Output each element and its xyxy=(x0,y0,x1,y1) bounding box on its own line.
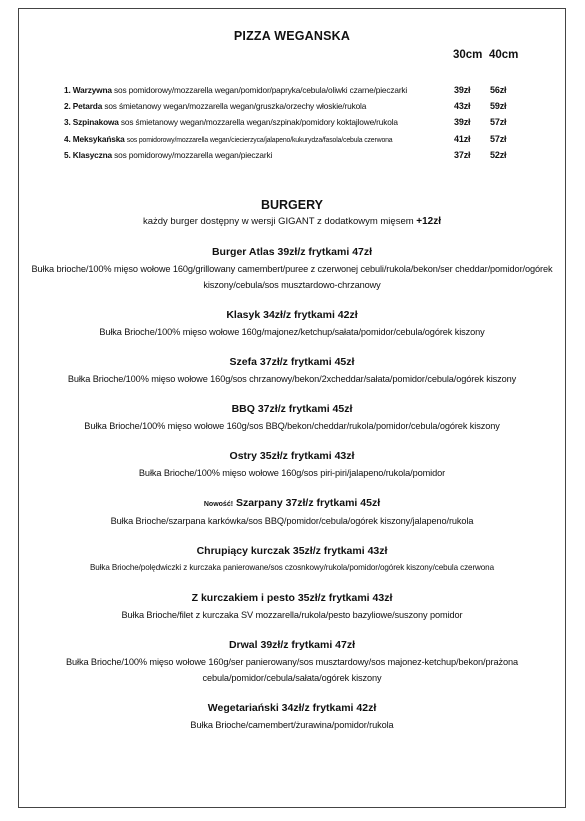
burger-item xyxy=(19,591,565,623)
pizza-name: 4. Meksykańska xyxy=(64,133,125,144)
burger-name: Klasyk 34zł/z frytkami 42zł xyxy=(226,309,358,321)
burger-name: Drwal 39zł/z frytkami 47zł xyxy=(228,639,356,651)
pizza-name: 5. Klasyczna xyxy=(64,149,113,160)
price-30cm: 37zł xyxy=(454,149,471,160)
pizza-list xyxy=(64,82,514,163)
pizza-section-title: PIZZA WEGANSKA xyxy=(233,29,351,43)
pizza-item xyxy=(64,82,514,98)
pizza-name: 1. Warzywna xyxy=(64,85,112,95)
pizza-name: 2. Petarda xyxy=(64,101,103,112)
pizza-item xyxy=(64,131,514,147)
pizza-desc: sos śmietanowy wegan/mozzarella wegan/gruszka/orzechy włoskie/rukola xyxy=(104,101,367,112)
pizza-desc: sos pomidorowy/mozzarella wegan/ciecierzyca/jalapeno/kukurydza/fasola/cebula czerwona xyxy=(126,136,393,144)
burger-name: Burger Atlas 39zł/z frytkami 47zł xyxy=(211,246,373,258)
price-40cm: 52zł xyxy=(490,149,507,160)
price-30cm: 43zł xyxy=(454,101,471,112)
size-header-40cm: 40cm xyxy=(489,49,519,61)
gigant-extra-price: +12zł xyxy=(416,216,442,227)
size-header-30cm: 30cm xyxy=(453,49,483,61)
pizza-desc: sos śmietanowy wegan/mozzarella wegan/szpinak/pomidory koktajlowe/rukola xyxy=(120,117,398,128)
pizza-name: 3. Szpinakowa xyxy=(64,117,119,128)
burger-desc: Bułka Brioche/100% mięso wołowe 160g/sos piri-piri/jalapeno/rukola/pomidor xyxy=(138,468,446,478)
burger-name: Chrupiący kurczak 35zł/z frytkami 43zł xyxy=(196,545,388,557)
burger-item xyxy=(19,449,565,481)
price-40cm: 57zł xyxy=(490,133,507,144)
gigant-note: każdy burger dostępny w wersji GIGANT z dodatkowym mięsem xyxy=(142,216,414,227)
price-40cm: 57zł xyxy=(490,117,507,128)
price-30cm: 39zł xyxy=(454,117,471,128)
burger-desc: Bułka Brioche/camembert/żurawina/pomidor/rukola xyxy=(190,720,394,730)
burger-desc: Bułka Brioche/100% mięso wołowe 160g/sos chrzanowy/bekon/2xcheddar/sałata/pomidor/cebula/ogórek kiszony xyxy=(67,374,517,384)
burger-desc: Bułka Brioche/100% mięso wołowe 160g/sos BBQ/bekon/cheddar/rukola/pomidor/cebula/ogórek kiszony xyxy=(84,421,500,431)
burger-desc: Bułka brioche/100% mięso wołowe 160g/grillowany camembert/puree z czerwonej cebuli/rukola/bekon/ser cheddar/pomidor/ogórek kiszony/cebula/sos musztardowo-chrzanowy xyxy=(31,264,553,290)
burger-name: Ostry 35zł/z frytkami 43zł xyxy=(229,450,355,462)
pizza-item xyxy=(64,98,514,114)
burger-item xyxy=(19,496,565,529)
burger-desc: Bułka Brioche/100% mięso wołowe 160g/ser panierowany/sos musztardowy/sos majonez-ketchup/bekon/prażona cebula/pomidor/cebula/sałata/ogórek kiszony xyxy=(66,657,518,683)
burger-item xyxy=(19,701,565,733)
burger-item xyxy=(19,544,565,576)
burger-section-title: BURGERY xyxy=(260,198,324,212)
burger-section-subtitle xyxy=(19,214,565,230)
burger-item xyxy=(19,308,565,340)
menu-page xyxy=(18,8,566,808)
burger-name: Szefa 37zł/z frytkami 45zł xyxy=(229,356,355,368)
burger-item xyxy=(19,245,565,293)
burger-desc: Bułka Brioche/100% mięso wołowe 160g/majonez/ketchup/sałata/pomidor/cebula/ogórek kiszony xyxy=(99,327,485,337)
burger-name: Z kurczakiem i pesto 35zł/z frytkami 43zł xyxy=(191,592,393,604)
burger-item xyxy=(19,355,565,387)
burger-name: Wegetariański 34zł/z frytkami 42zł xyxy=(207,702,377,714)
pizza-item xyxy=(64,114,514,130)
price-30cm: 39zł xyxy=(454,85,471,95)
burger-item xyxy=(19,402,565,434)
burger-desc: Bułka Brioche/szarpana karkówka/sos BBQ/pomidor/cebula/ogórek kiszony/jalapeno/rukola xyxy=(110,516,474,526)
burger-desc: Bułka Brioche/filet z kurczaka SV mozzarella/rukola/pesto bazyliowe/suszony pomidor xyxy=(121,610,463,620)
burger-desc: Bułka Brioche/polędwiczki z kurczaka panierowane/sos czosnkowy/rukola/pomidor/ogórek kiszony/cebula czerwona xyxy=(90,563,494,572)
burger-name-row xyxy=(19,496,565,512)
burger-name: BBQ 37zł/z frytkami 45zł xyxy=(231,403,353,415)
pizza-item xyxy=(64,147,514,163)
pizza-desc: sos pomidorowy/mozzarella wegan/pomidor/papryka/cebula/oliwki czarne/pieczarki xyxy=(114,85,408,95)
burger-name: Szarpany 37zł/z frytkami 45zł xyxy=(235,497,381,509)
price-30cm: 41zł xyxy=(454,133,471,144)
price-40cm: 59zł xyxy=(490,101,507,112)
price-40cm: 56zł xyxy=(490,85,507,95)
pizza-desc: sos pomidorowy/mozzarella wegan/pieczarki xyxy=(114,149,273,160)
burger-item xyxy=(19,638,565,686)
new-badge: Nowość! xyxy=(203,501,234,508)
burger-section xyxy=(19,197,565,733)
